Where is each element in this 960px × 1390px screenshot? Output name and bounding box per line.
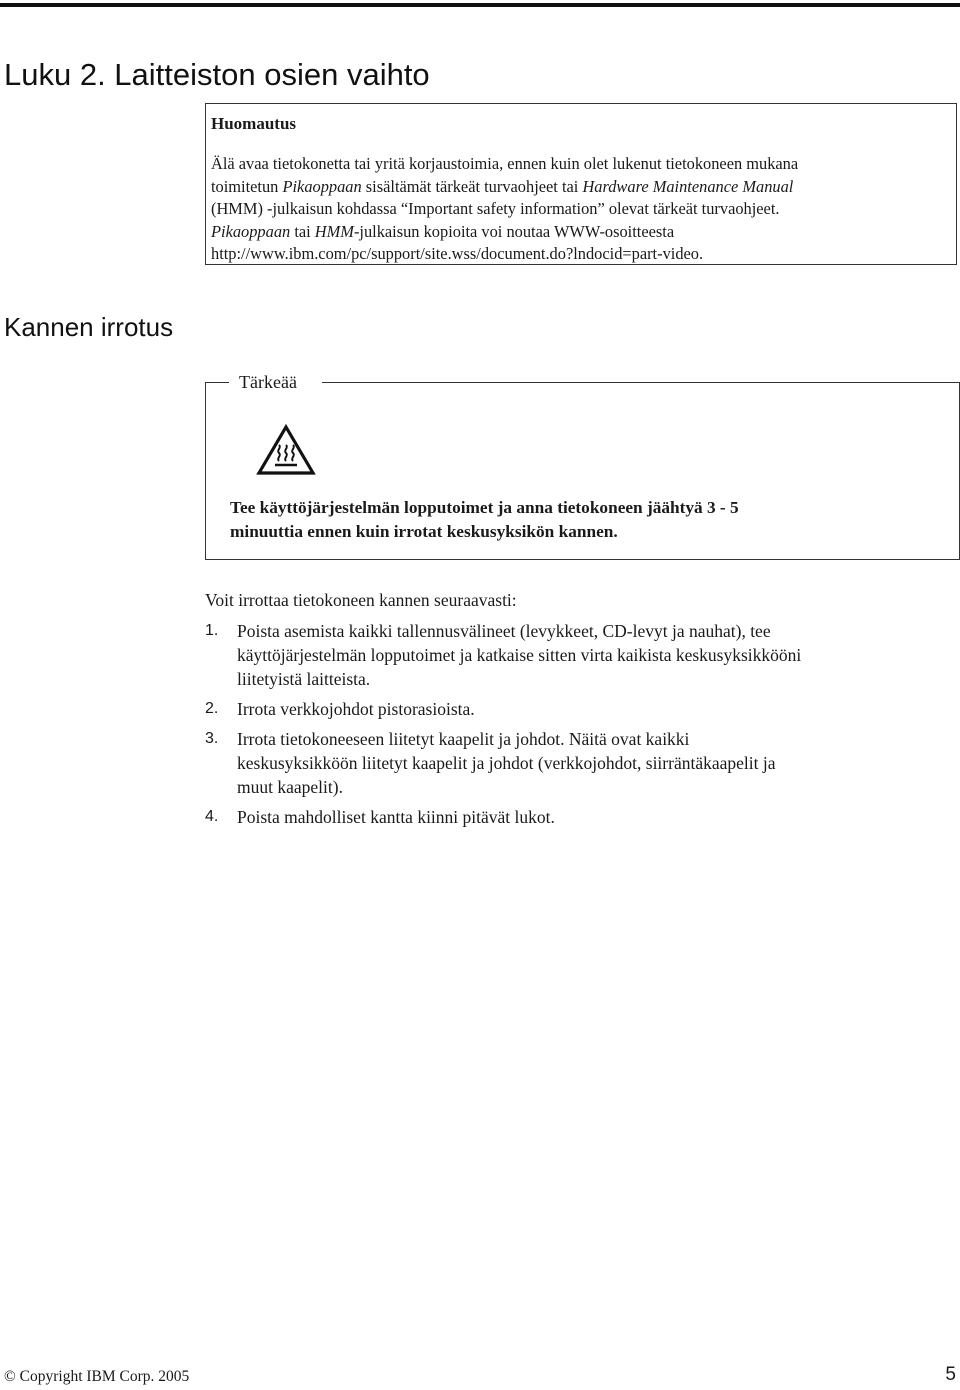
notice-italic-run: Pikaoppaan [211, 221, 291, 241]
notice-text-run: http://www.ibm.com/pc/support/site.wss/document.do?lndocid=part-video. [211, 244, 704, 263]
warning-text [230, 496, 739, 544]
notice-text-run: Älä avaa tietokonetta tai yritä korjaustoimia, ennen kuin olet lukenut tietokoneen mukana [211, 154, 799, 173]
top-rule [0, 3, 960, 7]
notice-text-run: sisältämät tärkeät turvaohjeet tai [361, 176, 583, 196]
step-number: 4. [205, 808, 219, 825]
copyright-notice: © Copyright IBM Corp. 2005 [4, 1368, 190, 1385]
notice-line [211, 176, 951, 199]
warning-line: Tee käyttöjärjestelmän lopputoimet ja anna tietokoneen jäähtyä 3 - 5 [230, 498, 739, 517]
notice-line [211, 153, 951, 176]
step-line: käyttöjärjestelmän lopputoimet ja katkaise sitten virta kaikista keskusyksikkööni [237, 645, 802, 665]
notice-italic-run: Pikaoppaan [282, 176, 362, 196]
step-line: Poista asemista kaikki tallennusvälineet (levykkeet, CD-levyt ja nauhat), tee [237, 621, 771, 641]
step-number: 3. [205, 730, 219, 747]
hot-surface-warning-icon [256, 424, 316, 476]
notice-line [211, 243, 951, 266]
important-top-rule-right [322, 382, 960, 383]
notice-text-run: tai [290, 221, 315, 241]
step-line: Irrota tietokoneeseen liitetyt kaapelit ja johdot. Näitä ovat kaikki [237, 729, 690, 749]
step-line: Poista mahdolliset kantta kiinni pitävät lukot. [237, 807, 555, 827]
notice-italic-run: Hardware Maintenance Manual [582, 176, 794, 196]
notice-line [211, 221, 951, 244]
notice-italic-run: HMM [314, 221, 354, 241]
important-label: Tärkeää [239, 372, 297, 392]
warning-line: minuuttia ennen kuin irrotat keskusyksikön kannen. [230, 522, 618, 541]
important-top-rule-left [205, 382, 229, 383]
notice-text-run: (HMM) -julkaisun kohdassa “Important safety information” olevat tärkeät turvaohjeet. [211, 199, 780, 218]
page-number: 5 [945, 1364, 956, 1385]
notice-heading: Huomautus [211, 114, 297, 133]
notice-text-run: toimitetun [211, 176, 283, 196]
step-number: 2. [205, 700, 219, 717]
notice-line [211, 198, 951, 221]
notice-body [211, 153, 951, 266]
section-title: Kannen irrotus [4, 312, 174, 342]
step-item [205, 697, 957, 721]
step-item [205, 805, 957, 829]
step-item [205, 619, 957, 691]
step-item [205, 727, 957, 799]
step-line: Irrota verkkojohdot pistorasioista. [237, 699, 475, 719]
step-line: muut kaapelit). [237, 777, 343, 797]
chapter-title: Luku 2. Laitteiston osien vaihto [4, 57, 430, 92]
steps-list [205, 619, 957, 835]
notice-text-run: -julkaisun kopioita voi noutaa WWW-osoitteesta [353, 221, 675, 241]
notice-box [205, 103, 957, 265]
step-number: 1. [205, 622, 219, 639]
step-line: liitetyistä laitteista. [237, 669, 371, 689]
step-line: keskusyksikköön liitetyt kaapelit ja johdot (verkkojohdot, siirräntäkaapelit ja [237, 753, 776, 773]
intro-text: Voit irrottaa tietokoneen kannen seuraavasti: [205, 590, 517, 610]
